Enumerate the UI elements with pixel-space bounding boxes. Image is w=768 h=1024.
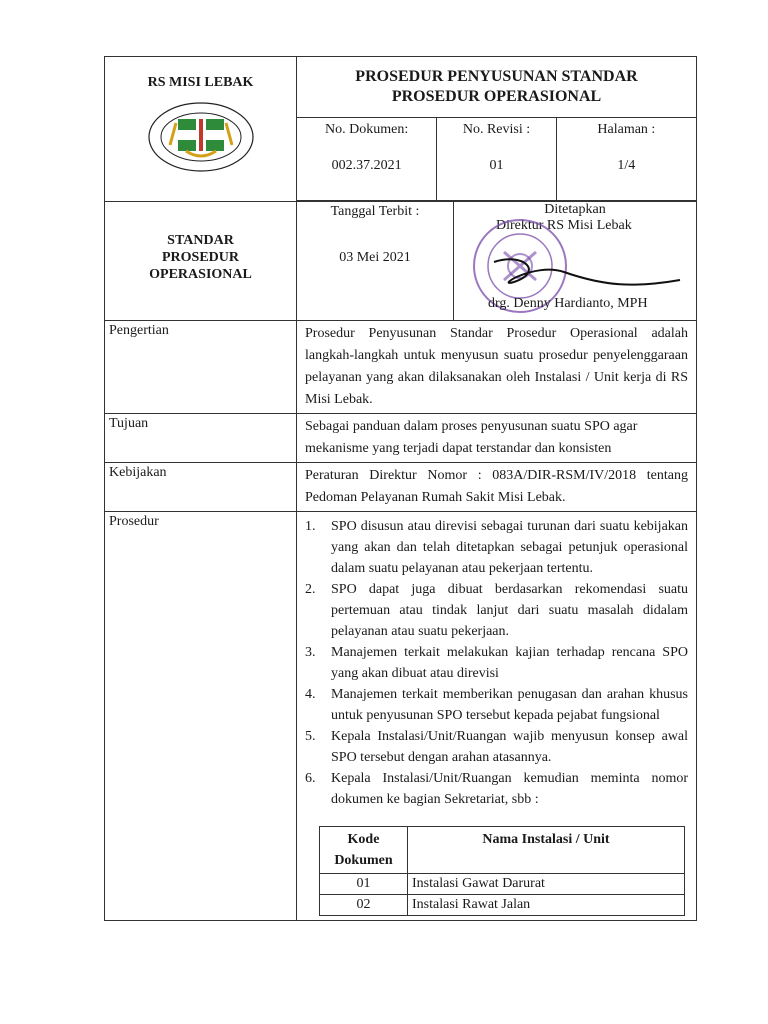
- halaman-label: Halaman :: [597, 122, 656, 137]
- kode-cell: 01: [320, 874, 408, 895]
- kode-dokumen-table: [319, 826, 685, 916]
- dokumen-value: 002.37.2021: [331, 158, 402, 173]
- kode-col-header: Kode Dokumen: [320, 827, 408, 874]
- prosedur-item: [305, 642, 688, 684]
- title-line-2: PROSEDUR OPERASIONAL: [391, 88, 602, 105]
- prosedur-item-number: 1.: [305, 519, 316, 534]
- prosedur-label: Prosedur: [105, 512, 297, 921]
- table-row: [320, 874, 685, 895]
- kebijakan-text: Peraturan Direktur Nomor : 083A/DIR-RSM/IV/2018 tentang Pedoman Pelayanan Rumah Sakit Misi Lebak.: [297, 463, 697, 512]
- prosedur-item-number: 2.: [305, 582, 316, 597]
- meta-row: [297, 117, 696, 200]
- sop-document: [104, 56, 696, 921]
- prosedur-item-number: 4.: [305, 687, 316, 702]
- direktur-label: Direktur RS Misi Lebak: [496, 218, 632, 233]
- title-cell: [297, 57, 697, 201]
- prosedur-item: [305, 579, 688, 642]
- prosedur-item-text: Kepala Instalasi/Unit/Ruangan kemudian meminta nomor dokumen ke bagian Sekretariat, sbb :: [331, 771, 688, 807]
- dokumen-cell: [297, 118, 437, 200]
- revisi-label: No. Revisi :: [462, 122, 531, 137]
- sop-line-2: PROSEDUR: [161, 250, 239, 265]
- nama-col-header: Nama Instalasi / Unit: [408, 827, 685, 874]
- prosedur-item-number: 6.: [305, 771, 316, 786]
- prosedur-item-text: SPO disusun atau direvisi sebagai turunan dari suatu kebijakan yang akan dan telah ditetapkan sebagai petunjuk operasional dalam suatu pelayanan atau pekerjaan tertentu.: [331, 519, 688, 576]
- prosedur-item-text: SPO dapat juga dibuat berdasarkan rekomendasi suatu pertemuan atau tindak lanjut dari suatu masalah didalam pelayanan atau suatu pekerjaan.: [331, 582, 688, 639]
- halaman-value: 1/4: [617, 158, 636, 173]
- tujuan-label: Tujuan: [105, 414, 297, 463]
- hospital-logo-icon: [146, 101, 256, 173]
- nama-cell: Instalasi Gawat Darurat: [408, 874, 685, 895]
- prosedur-item-text: Kepala Instalasi/Unit/Ruangan wajib menyusun konsep awal SPO tersebut dengan arahan atasannya.: [331, 729, 688, 765]
- prosedur-item: [305, 768, 688, 810]
- sop-table: [104, 56, 697, 921]
- tujuan-text: Sebagai panduan dalam proses penyusunan suatu SPO agar mekanisme yang terjadi dapat terstandar dan konsisten: [297, 414, 697, 463]
- document-title: [297, 57, 696, 117]
- prosedur-item: [305, 726, 688, 768]
- kode-table-header: [320, 827, 685, 874]
- terbit-sign-cell: [297, 202, 697, 321]
- signature-cell: [454, 202, 696, 320]
- prosedur-item: [305, 684, 688, 726]
- prosedur-item-number: 5.: [305, 729, 316, 744]
- kode-cell: 02: [320, 895, 408, 916]
- title-line-1: PROSEDUR PENYUSUNAN STANDAR: [355, 68, 638, 85]
- prosedur-item-text: Manajemen terkait memberikan penugasan dan arahan khusus untuk penyusunan SPO tersebut kepada pejabat fungsional: [331, 687, 688, 723]
- sop-line-3: OPERASIONAL: [149, 267, 252, 282]
- direktur-name: drg. Denny Hardianto, MPH: [488, 296, 648, 311]
- nama-cell: Instalasi Rawat Jalan: [408, 895, 685, 916]
- dokumen-label: No. Dokumen:: [325, 122, 409, 137]
- revisi-cell: [437, 118, 556, 200]
- pengertian-text: Prosedur Penyusunan Standar Prosedur Operasional adalah langkah-langkah untuk menyusun suatu prosedur penyelenggaraan pelayanan yang akan dilaksanakan oleh Instalasi / Unit kerja di RS Misi Lebak.: [297, 321, 697, 414]
- kebijakan-label: Kebijakan: [105, 463, 297, 512]
- prosedur-item-text: Manajemen terkait melakukan kajian terhadap rencana SPO yang akan dibuat atau direvisi: [331, 645, 688, 681]
- table-row: [320, 895, 685, 916]
- prosedur-item-number: 3.: [305, 645, 316, 660]
- terbit-label: Tanggal Terbit :: [330, 204, 420, 219]
- sop-label-cell: [105, 202, 297, 321]
- terbit-cell: [297, 202, 454, 320]
- prosedur-cell: [297, 512, 697, 921]
- terbit-value: 03 Mei 2021: [339, 250, 411, 265]
- prosedur-list: [297, 512, 696, 810]
- prosedur-item: [305, 516, 688, 579]
- revisi-value: 01: [489, 158, 504, 173]
- hospital-cell: [105, 57, 297, 202]
- sop-line-1: STANDAR: [167, 233, 234, 248]
- signature-icon: [484, 242, 684, 302]
- pengertian-label: Pengertian: [105, 321, 297, 414]
- ditetapkan-label: Ditetapkan: [544, 202, 606, 217]
- hospital-name: RS MISI LEBAK: [147, 75, 254, 90]
- halaman-cell: [557, 118, 696, 200]
